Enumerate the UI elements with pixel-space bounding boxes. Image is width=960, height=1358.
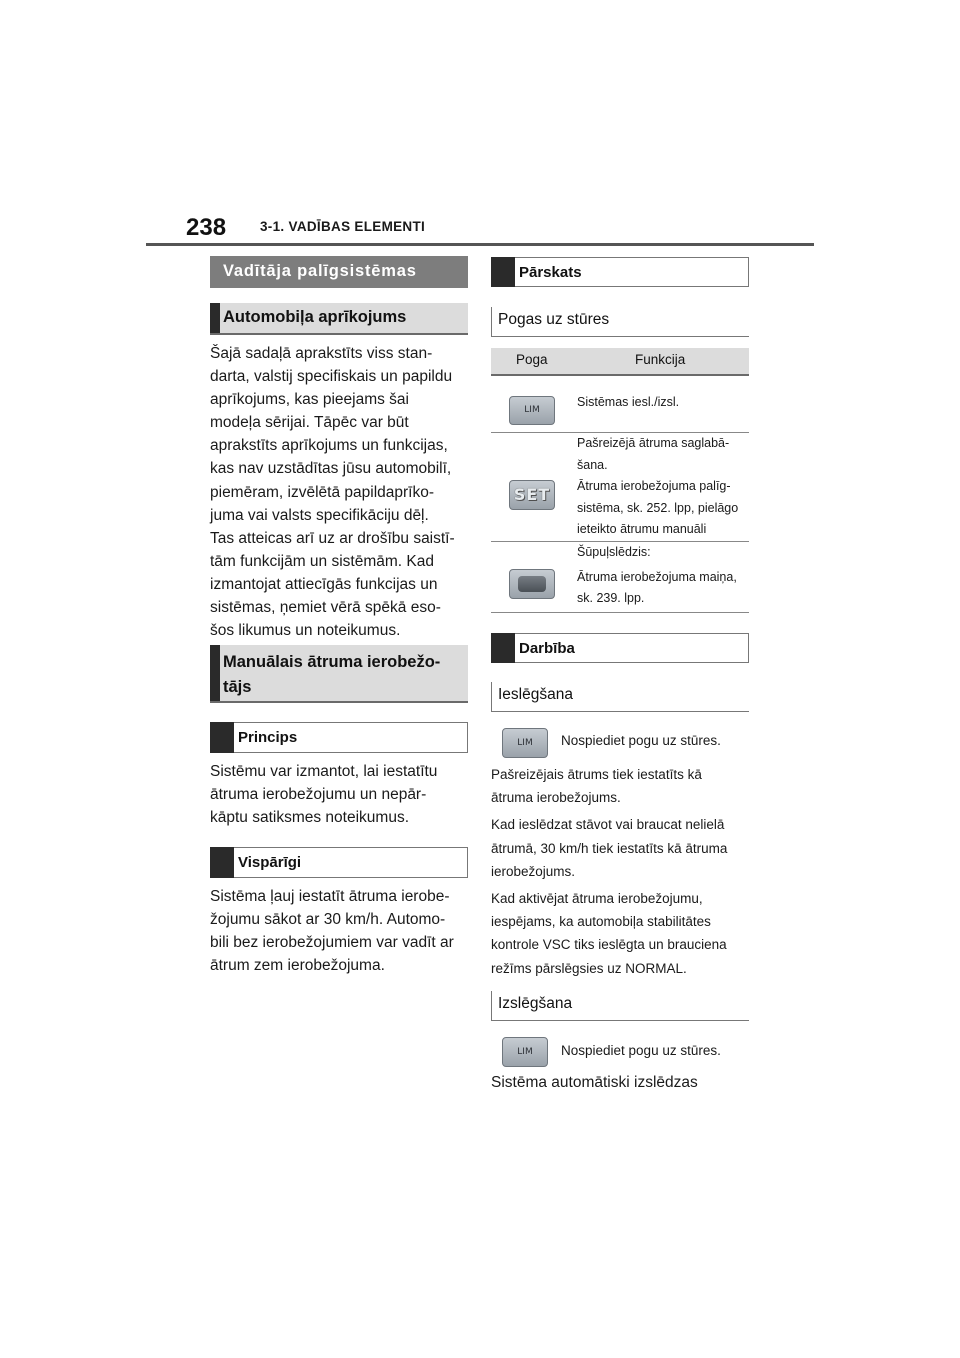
text-line: iespējams, ka automobiļa stabilitātes [491, 914, 711, 930]
table-cell-function [577, 433, 749, 541]
heading-marker [210, 303, 220, 333]
heading-marker [210, 847, 234, 878]
text-line: Kad ieslēdzat stāvot vai braucat nelielā [491, 817, 725, 833]
text-line: Kad aktivējat ātruma ierobežojumu, [491, 891, 703, 907]
table-cell-function [577, 392, 679, 414]
general-heading [210, 847, 468, 878]
table-header [491, 348, 749, 376]
rocker-switch-icon [509, 569, 555, 599]
text-line: juma vai valsts specifikāciju dēļ. [210, 506, 429, 524]
cell-line: sistēma, sk. 252. lpp, pielāgo [577, 500, 739, 515]
cell-line: ieteikto ātrumu manuāli [577, 522, 707, 536]
table-cell-function [577, 542, 749, 610]
operation-heading-text: Darbība [519, 640, 575, 657]
heading-marker [210, 722, 234, 753]
text-line: bili bez ierobežojumiem var vadīt ar [210, 934, 454, 952]
equipment-paragraph [210, 342, 480, 642]
lim-button-icon: LIM [502, 728, 548, 758]
text-line: piemēram, izvēlētā papildaprīko- [210, 483, 434, 501]
text-line: Tas atteicas arī uz ar drošību saistī- [210, 529, 455, 547]
column-header-function: Funkcija [635, 352, 686, 367]
switch-off-instruction: Nospiediet pogu uz stūres. [561, 1043, 721, 1058]
text-line: darta, valstij specifiskais un papildu [210, 368, 453, 386]
heading-marker [210, 645, 220, 701]
text-line: žojumu sākot ar 30 km/h. Automo- [210, 911, 446, 929]
row-divider [491, 612, 749, 613]
equipment-heading [210, 303, 468, 335]
speed-limiter-heading-line: Manuālais ātruma ierobežo- [223, 653, 441, 671]
general-heading-text: Vispārīgi [238, 854, 302, 871]
speed-limiter-heading-line: tājs [223, 678, 252, 696]
text-line: tām funkcijām un sistēmām. Kad [210, 552, 434, 570]
text-line: šos likumus un noteikumus. [210, 622, 401, 640]
cell-line: Pašreizējā ātruma saglabā- [577, 436, 730, 450]
text-line: kas nav uzstādītas jūsu automobilī, [210, 460, 452, 478]
cell-line: Sistēmas iesl./izsl. [577, 395, 680, 409]
text-line: Sistēma ļauj iestatīt ātruma ierobe- [210, 888, 450, 905]
text-line: kontrole VSC tiks ieslēgta un brauciena [491, 937, 727, 953]
switch-on-paragraph [491, 763, 753, 980]
page-number: 238 [186, 214, 227, 241]
cell-line: šana. [577, 457, 608, 472]
lim-button-icon: LIM [502, 1037, 548, 1067]
equipment-heading-text: Automobiļa aprīkojums [223, 308, 407, 326]
column-header-button: Poga [516, 352, 548, 367]
text-line: ātruma ierobežojumu un nepār- [210, 786, 427, 804]
text-line: aprīkojums, kas pieejams šai [210, 391, 409, 409]
switch-on-heading: Ieslēgšana [491, 682, 749, 712]
main-section-banner: Vadītāja palīgsistēmas [210, 256, 468, 288]
text-line: Šajā sadaļā aprakstīts viss stan- [210, 345, 433, 362]
text-line: izmantojat attiecīgās funkcijas un [210, 575, 438, 593]
operation-heading [491, 633, 749, 663]
set-button-icon: SET [509, 480, 555, 510]
heading-marker [491, 633, 515, 663]
text-line: kāptu satiksmes noteikumus. [210, 809, 410, 827]
switch-off-text: Sistēma automātiski izslēdzas [491, 1074, 698, 1091]
text-line: ierobežojums. [491, 863, 576, 879]
heading-marker [491, 257, 515, 287]
text-line: ātrum zem ierobežojuma. [210, 957, 385, 975]
text-line: Pašreizējais ātrums tiek iestatīts kā [491, 767, 702, 782]
cell-line: Šūpuļslēdzis: [577, 545, 651, 559]
speed-limiter-heading [210, 645, 468, 703]
text-line: ātruma ierobežojums. [491, 790, 621, 806]
text-line: Sistēmu var izmantot, lai iestatītu [210, 763, 438, 780]
switch-off-heading: Izslēgšana [491, 991, 749, 1021]
lim-button-icon: LIM [509, 396, 555, 425]
cell-line: Ātruma ierobežojuma maiņa, [577, 569, 737, 584]
general-paragraph [210, 885, 480, 977]
text-line: sistēmas, ņemiet vērā spēkā eso- [210, 599, 441, 617]
overview-heading [491, 257, 749, 287]
header-divider [146, 243, 814, 246]
principle-heading [210, 722, 468, 753]
text-line: režīms pārslēgsies uz NORMAL. [491, 960, 687, 976]
principle-heading-text: Princips [238, 729, 298, 746]
text-line: modeļa sērijai. Tāpēc var būt [210, 414, 409, 432]
switch-on-instruction: Nospiediet pogu uz stūres. [561, 733, 721, 748]
rocker-switch-paddle [518, 576, 546, 592]
text-line: aprakstīts aprīkojums un funkcijas, [210, 437, 448, 455]
cell-line: sk. 239. lpp. [577, 591, 645, 605]
overview-heading-text: Pārskats [519, 264, 582, 281]
section-title: 3-1. VADĪBAS ELEMENTI [260, 219, 426, 234]
principle-paragraph [210, 760, 480, 829]
text-line: ātrumā, 30 km/h tiek iestatīts kā ātruma [491, 840, 728, 856]
cell-line: Ātruma ierobežojuma palīg- [577, 479, 731, 493]
steering-buttons-heading: Pogas uz stūres [491, 307, 749, 337]
